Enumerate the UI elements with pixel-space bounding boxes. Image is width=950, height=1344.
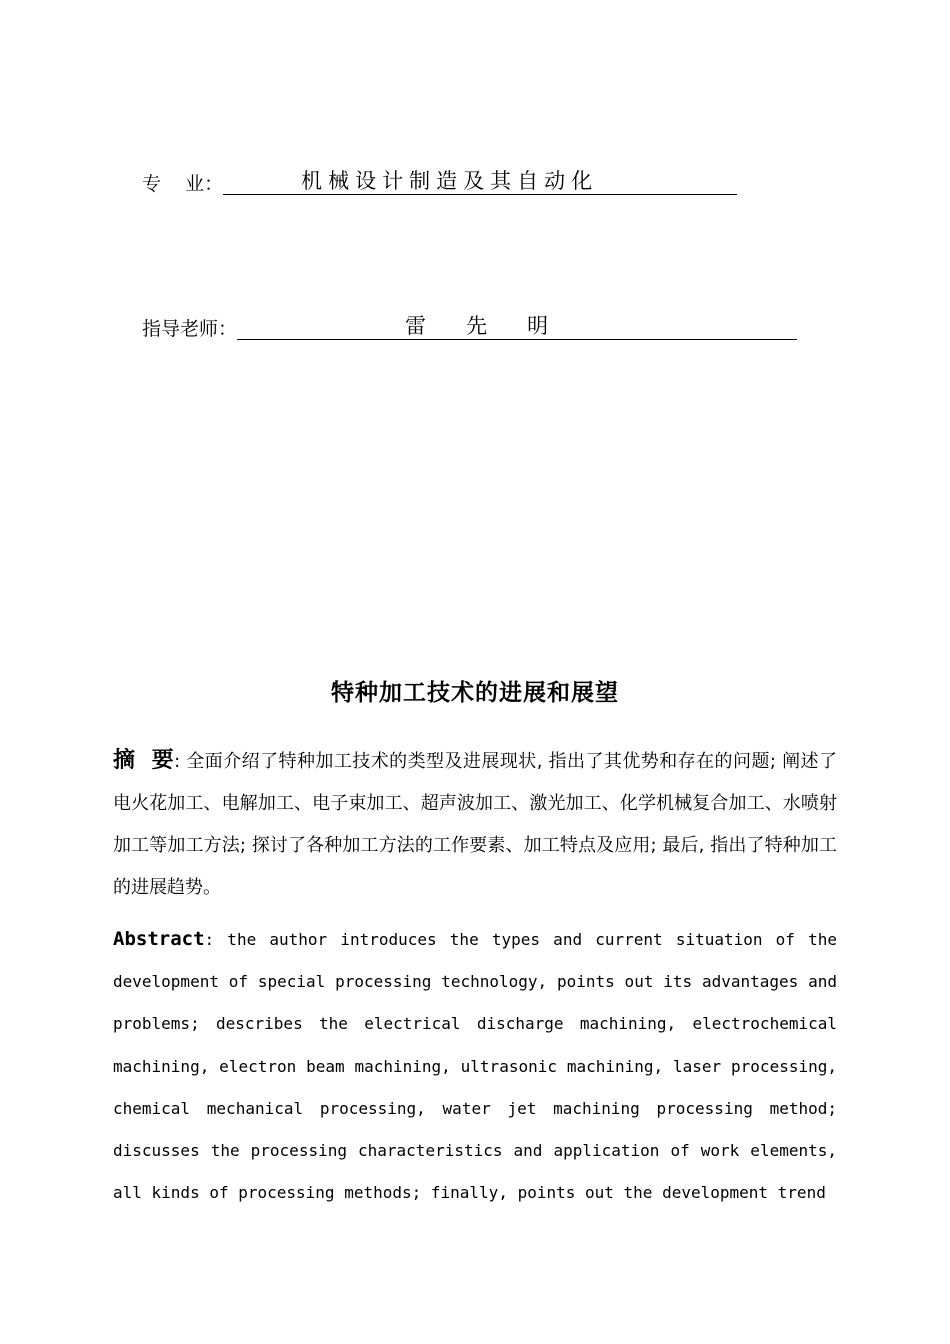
abstract-chinese xyxy=(113,740,837,909)
abstract-cn-label: 摘 要 xyxy=(113,748,175,773)
abstract-en-text: : the author introduces the types and current situation of the development of special processing technology, points out its advantages and problems; describes the electrical discharge machining, electrochemical machining, electron beam machining, ultrasonic machining, laser processing, chemical mechanical processing, water jet machining processing method; discusses the processing characteristics and application of work elements, all kinds of processing methods; finally, points out the development trend xyxy=(113,930,837,1203)
abstract-english xyxy=(113,918,837,1218)
major-underline xyxy=(223,168,737,195)
paper-title: 特种加工技术的进展和展望 xyxy=(331,680,619,706)
advisor-field xyxy=(142,313,797,340)
major-label: 专 业： xyxy=(142,173,224,195)
major-field xyxy=(142,168,737,195)
advisor-value: 雷 先 明 xyxy=(405,314,549,338)
abstract-en-label: Abstract xyxy=(113,928,205,950)
advisor-label: 指导老师： xyxy=(142,318,238,340)
abstract-cn-text: : 全面介绍了特种加工技术的类型及进展现状, 指出了其优势和存在的问题; 阐述了电火花加工、电解加工、电子束加工、超声波加工、激光加工、化学机械复合加工、水喷射加工等加工方法; 探讨了各种加工方法的工作要素、加工特点及应用; 最后, 指出了特种加工的进展趋势。 xyxy=(113,751,837,898)
major-value: 机械设计制造及其自动化 xyxy=(301,169,599,193)
advisor-underline xyxy=(237,313,797,340)
